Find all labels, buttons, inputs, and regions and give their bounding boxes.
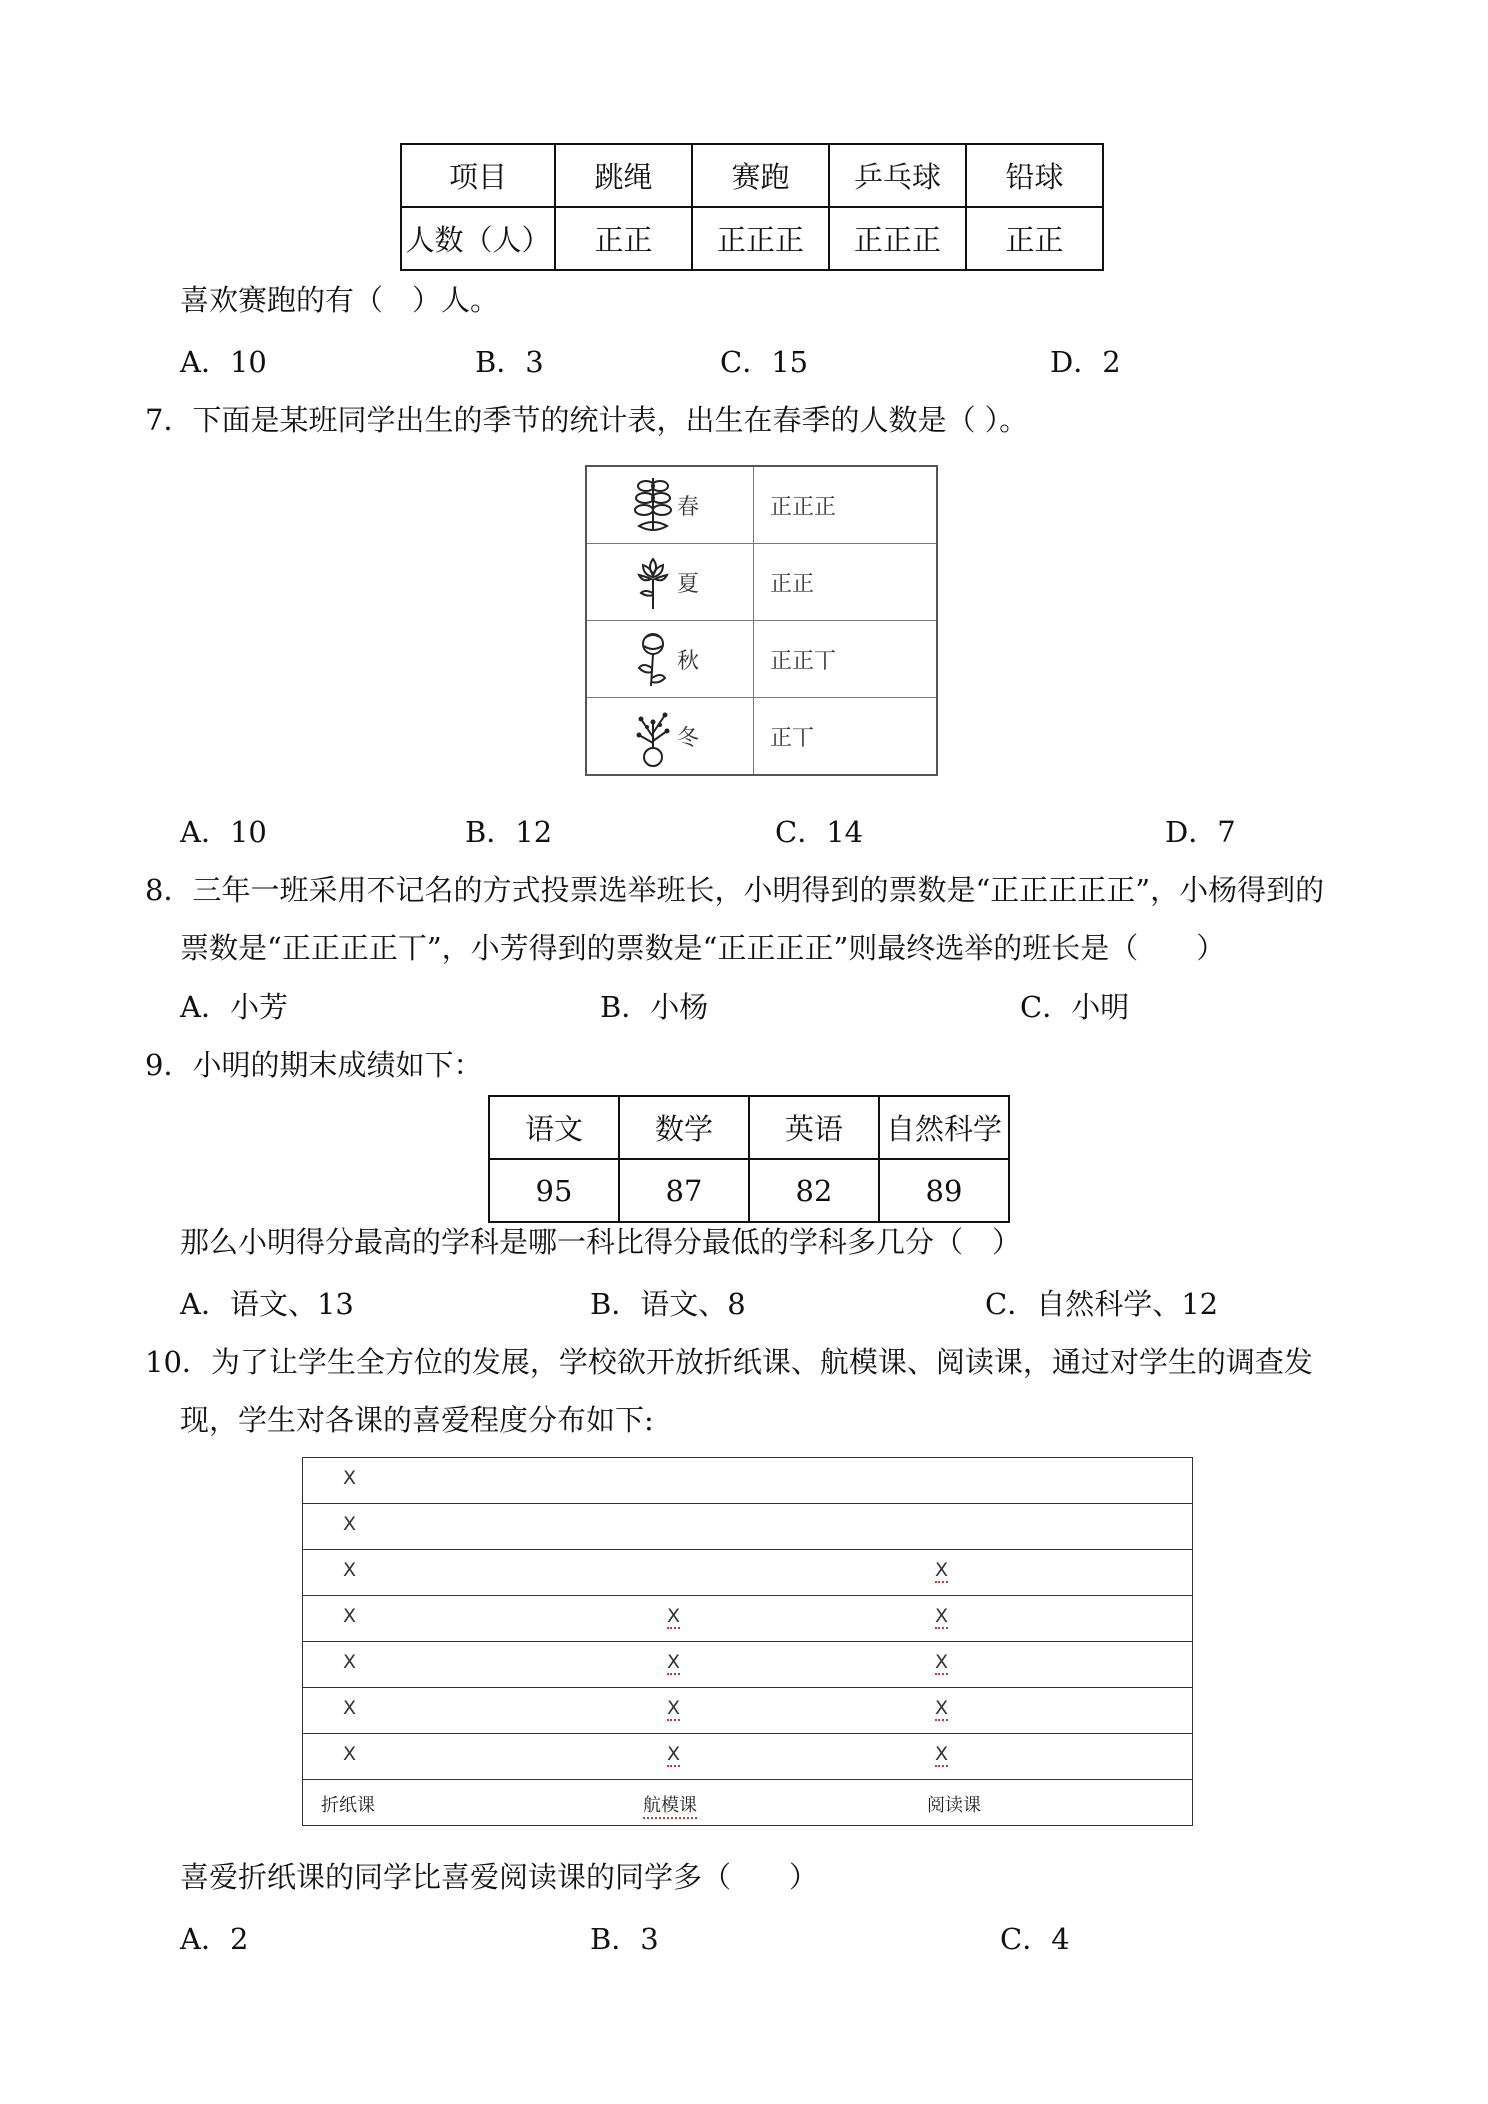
table-row [586,544,937,621]
pictograph-mark: X [935,1743,949,1765]
pictograph-course-label: 阅读课 [927,1795,981,1816]
q7-option-b[interactable]: B．12 [465,815,553,849]
q8-stem-line2: 票数是“正正正正丅”，小芳得到的票数是“正正正正”则最终选举的班长是（ ） [180,931,1226,965]
q7-option-c[interactable]: C．14 [775,815,864,849]
table-header-cell: 铅球 [966,144,1103,207]
q10-question: 喜爱折纸课的同学比喜爱阅读课的同学多（ ） [180,1860,819,1894]
table-header-cell: 项目 [401,144,555,207]
pictograph-mark: X [343,1559,357,1581]
q10-stem-line2: 现，学生对各课的喜爱程度分布如下: [180,1403,654,1437]
table-row [401,207,1103,270]
season-label: 春 [677,494,700,520]
tally-cell: 正丅 [754,698,938,776]
q8-option-b[interactable]: B．小杨 [600,990,709,1024]
pictograph-mark: X [343,1605,357,1627]
q6-option-d[interactable]: D．2 [1050,345,1121,379]
table-row [401,144,1103,207]
table-header-cell: 语文 [489,1096,619,1159]
season-tally-table [585,465,938,776]
course-preference-pictograph [302,1457,1193,1826]
table-cell: 89 [879,1159,1009,1222]
spring-flower-icon [633,474,673,536]
pictograph-mark: X [343,1513,357,1535]
table-cell: 95 [489,1159,619,1222]
pictograph-mark: X [343,1697,357,1719]
q6-option-b[interactable]: B．3 [475,345,544,379]
pictograph-row [303,1458,1192,1504]
pictograph-row [303,1688,1192,1734]
q7-stem: 7．下面是某班同学出生的季节的统计表，出生在春季的人数是（ ）。 [145,403,1029,437]
table-header-cell: 自然科学 [879,1096,1009,1159]
pictograph-mark: X [343,1651,357,1673]
tally-cell: 正正丅 [754,621,938,698]
summer-flower-icon [633,551,673,613]
table-cell: 87 [619,1159,749,1222]
table-row [586,621,937,698]
pictograph-mark: X [343,1467,357,1489]
q10-option-b[interactable]: B．3 [590,1922,659,1956]
table-header-cell: 英语 [749,1096,879,1159]
q10-option-a[interactable]: A．2 [180,1922,249,1956]
pictograph-row [303,1596,1192,1642]
pictograph-mark: X [935,1697,949,1719]
q9-stem: 9．小明的期末成绩如下： [145,1048,483,1082]
pictograph-course-label: 折纸课 [321,1795,375,1816]
pictograph-row [303,1642,1192,1688]
table-row [489,1159,1009,1222]
q9-option-c[interactable]: C．自然科学、12 [985,1287,1219,1321]
pictograph-row [303,1734,1192,1780]
tally-cell: 正正 [754,544,938,621]
table-cell: 正正 [966,207,1103,270]
q9-question: 那么小明得分最高的学科是哪一科比得分最低的学科多几分（ ） [180,1225,1022,1259]
q9-option-a[interactable]: A．语文、13 [180,1287,354,1321]
table-header-cell: 数学 [619,1096,749,1159]
winter-plant-icon [633,703,673,769]
q7-option-d[interactable]: D．7 [1165,815,1236,849]
q8-stem-line1: 8．三年一班采用不记名的方式投票选举班长，小明得到的票数是“正正正正正”，小杨得到的 [145,873,1325,907]
table-cell: 人数（人） [401,207,555,270]
season-label: 冬 [677,725,700,751]
pictograph-mark: X [935,1559,949,1581]
pictograph-label-row [303,1780,1192,1825]
table-row [586,698,937,776]
sports-tally-table [400,143,1104,271]
pictograph-mark: X [667,1743,681,1765]
q10-option-c[interactable]: C．4 [1000,1922,1070,1956]
season-label: 秋 [677,648,700,674]
table-row [489,1096,1009,1159]
table-header-cell: 赛跑 [692,144,829,207]
q8-option-c[interactable]: C．小明 [1020,990,1130,1024]
q6-stem: 喜欢赛跑的有（ ）人。 [180,283,500,317]
pictograph-mark: X [343,1743,357,1765]
q9-option-b[interactable]: B．语文、8 [590,1287,746,1321]
pictograph-row [303,1504,1192,1550]
q8-option-a[interactable]: A．小芳 [180,990,288,1024]
table-header-cell: 乒乓球 [829,144,966,207]
pictograph-mark: X [935,1605,949,1627]
q6-option-c[interactable]: C．15 [720,345,809,379]
tally-cell: 正正正 [754,466,938,544]
table-header-cell: 跳绳 [555,144,692,207]
pictograph-mark: X [935,1651,949,1673]
q6-option-a[interactable]: A．10 [180,345,267,379]
table-cell: 正正 [555,207,692,270]
table-cell: 82 [749,1159,879,1222]
pictograph-course-label: 航模课 [643,1791,697,1819]
pictograph-mark: X [667,1651,681,1673]
table-row [586,466,937,544]
q7-option-a[interactable]: A．10 [180,815,267,849]
pictograph-mark: X [667,1697,681,1719]
q10-stem-line1: 10．为了让学生全方位的发展，学校欲开放折纸课、航模课、阅读课，通过对学生的调查发 [145,1345,1313,1379]
pictograph-mark: X [667,1605,681,1627]
autumn-flower-icon [633,628,673,690]
season-label: 夏 [677,571,700,597]
pictograph-row [303,1550,1192,1596]
scores-table [488,1095,1010,1223]
table-cell: 正正正 [829,207,966,270]
table-cell: 正正正 [692,207,829,270]
